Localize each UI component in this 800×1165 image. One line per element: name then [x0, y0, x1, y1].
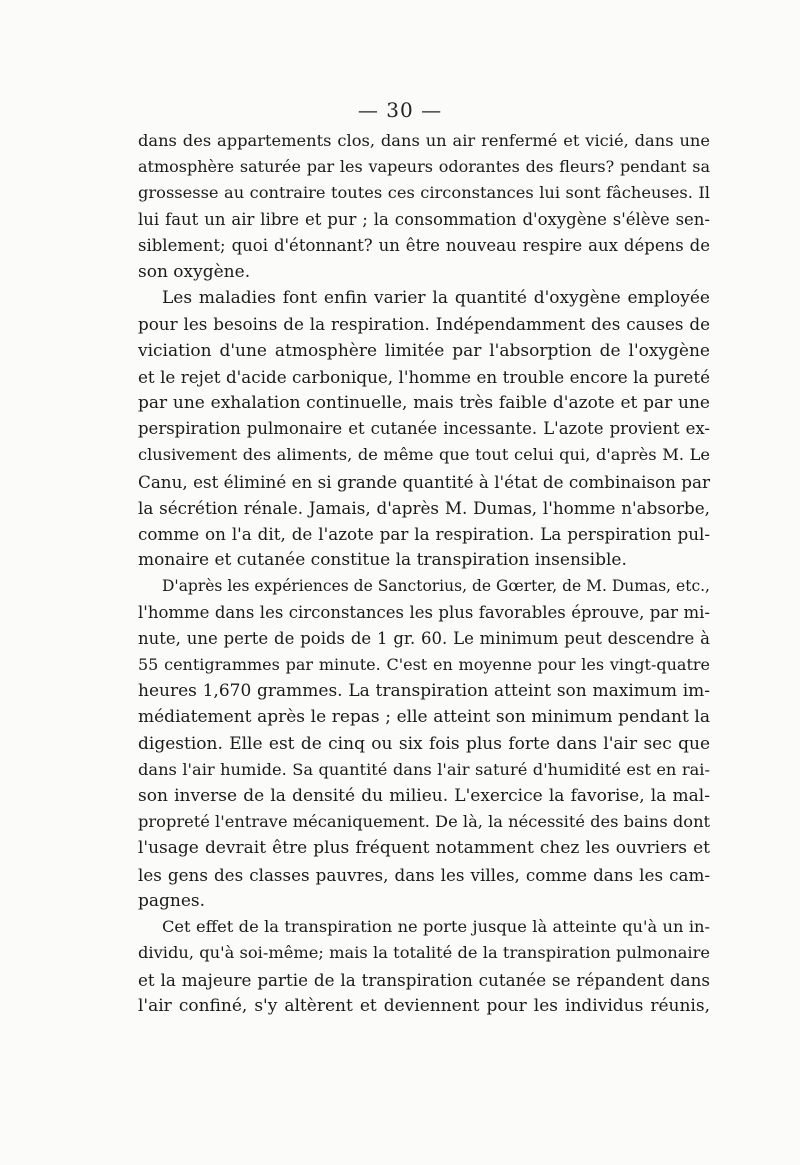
text-line: Canu, est éliminé en si grande quantité à l'état de combinaison par	[138, 471, 710, 492]
page-number: — 30 —	[357, 98, 443, 122]
text-line: clusivement des aliments, de même que tout celui qui, d'après M. Le	[138, 445, 710, 465]
text-line: digestion. Elle est de cinq ou six fois plus forte dans l'air sec que	[138, 733, 710, 754]
text-line: propreté l'entrave mécaniquement. De là, la nécessité des bains dont	[138, 812, 711, 832]
text-line: et la majeure partie de la transpiration cutanée se répandent dans	[138, 969, 710, 990]
paragraph-2	[138, 285, 710, 573]
text-line: nute, une perte de poids de 1 gr. 60. Le minimum peut descendre à	[138, 628, 710, 648]
text-line: dans des appartements clos, dans un air renfermé et vicié, dans une	[138, 131, 710, 150]
text-line: pour les besoins de la respiration. Indépendamment des causes de	[138, 314, 710, 335]
text-line: l'usage devrait être plus fréquent notamment chez les ouvriers et	[138, 838, 710, 859]
text-line: comme on l'a dit, de l'azote par la respiration. La perspiration pul-	[138, 524, 710, 545]
body-text	[138, 128, 710, 1019]
text-line: par une exhalation continuelle, mais très faible d'azote et par une	[138, 393, 710, 414]
text-line: son oxygène.	[138, 262, 251, 283]
text-line: et le rejet d'acide carbonique, l'homme en trouble encore la pureté	[138, 366, 710, 387]
paragraph-1	[138, 128, 710, 285]
text-line: monaire et cutanée constitue la transpiration insensible.	[138, 550, 627, 571]
text-line: D'après les expériences de Sanctorius, de Gœrter, de M. Dumas, etc.,	[162, 577, 710, 596]
text-line: viciation d'une atmosphère limitée par l'absorption de l'oxygène	[138, 340, 710, 361]
text-line: Les maladies font enfin varier la quantité d'oxygène employée	[162, 288, 710, 309]
text-line: pagnes.	[138, 890, 206, 911]
text-line: l'homme dans les circonstances les plus favorables éprouve, par mi-	[138, 602, 710, 622]
text-line: médiatement après le repas ; elle atteint son minimum pendant la	[138, 707, 710, 728]
text-line: lui faut un air libre et pur ; la consommation d'oxygène s'élève sen-	[138, 209, 710, 229]
text-line: les gens des classes pauvres, dans les villes, comme dans les cam-	[138, 864, 710, 885]
text-line: dans l'air humide. Sa quantité dans l'air saturé d'humidité est en rai-	[138, 759, 710, 779]
paragraph-4	[138, 914, 710, 1019]
text-line: Cet effet de la transpiration ne porte jusque là atteinte qu'à un in-	[162, 917, 710, 937]
text-line: grossesse au contraire toutes ces circonstances lui sont fâcheuses. Il	[138, 183, 710, 203]
text-line: la sécrétion rénale. Jamais, d'après M. Dumas, l'homme n'absorbe,	[138, 497, 710, 518]
text-line: heures 1,670 grammes. La transpiration atteint son maximum im-	[138, 681, 710, 702]
text-line: 55 centigrammes par minute. C'est en moyenne pour les vingt-quatre	[138, 655, 710, 675]
text-line: perspiration pulmonaire et cutanée incessante. L'azote provient ex-	[138, 419, 710, 439]
text-line: atmosphère saturée par les vapeurs odorantes des fleurs? pendant sa	[138, 157, 710, 177]
paragraph-3	[138, 573, 710, 914]
text-line: l'air confiné, s'y altèrent et deviennent pour les individus réunis,	[138, 995, 710, 1016]
text-line: siblement; quoi d'étonnant? un être nouveau respire aux dépens de	[138, 235, 710, 255]
text-line: dividu, qu'à soi-même; mais la totalité de la transpiration pulmonaire	[138, 943, 710, 963]
text-line: son inverse de la densité du milieu. L'exercice la favorise, la mal-	[138, 786, 710, 807]
